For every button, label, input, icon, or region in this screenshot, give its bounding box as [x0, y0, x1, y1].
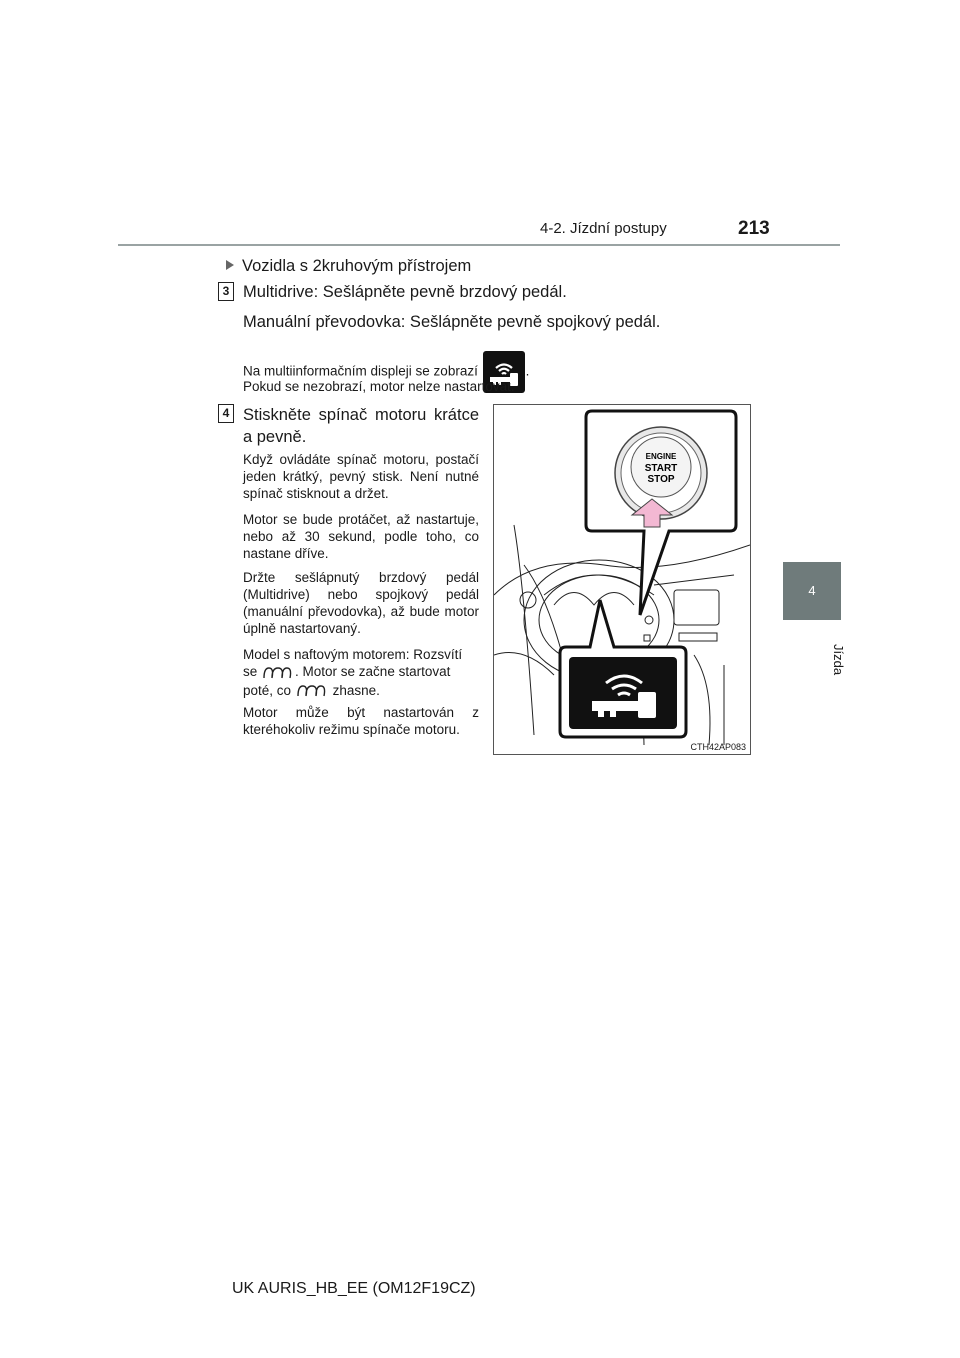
step-badge-4: 4 — [218, 404, 234, 423]
chapter-label: Jízda — [831, 644, 846, 676]
model-code: UK AURIS_HB_EE (OM12F19CZ) — [232, 1280, 476, 1297]
header-rule — [118, 244, 840, 246]
step3-note1-text: Na multiinformačním displeji se zobrazí — [243, 363, 478, 379]
chapter-tab — [783, 562, 841, 620]
arrow-right-icon — [226, 260, 234, 270]
page-number: 213 — [738, 218, 770, 239]
section-title: 4-2. Jízdní postupy — [540, 220, 667, 237]
button-label-start: START — [644, 463, 678, 474]
glow-plug-icon — [295, 682, 329, 700]
step4-heading: Stiskněte spínač motoru krátce a pevně. — [243, 406, 479, 446]
step4-para4-a: Model s naftovým motorem: Rozsvítí se — [243, 647, 463, 679]
step4-para1: Když ovládáte spínač motoru, postačí jeden krátký, pevný stisk. Není nutné spínač stisknout a držet. — [243, 452, 479, 501]
step3-line2: Manuální převodovka: Sešlápněte pevně spojkový pedál. — [243, 313, 661, 331]
step4-para2: Motor se bude protáčet, až nastartuje, nebo až 30 sekund, podle toho, co nastane dříve. — [243, 512, 479, 561]
step4-para4-b: . Motor se začne startovat poté, co — [243, 664, 451, 698]
step3-note2: Pokud se nezobrazí, motor nelze nastartovat. — [243, 379, 515, 394]
glow-plug-icon — [261, 663, 295, 681]
button-label-engine: ENGINE — [645, 452, 677, 461]
step3-note1-end: . — [525, 363, 530, 379]
step4-para3: Držte sešlápnutý brzdový pedál (Multidrive) nebo spojkový pedál (manuální převodovka), až bude motor úplně nastartovaný. — [243, 570, 479, 636]
step4-para4-c: zhasne. — [332, 682, 380, 698]
button-label-stop: STOP — [647, 474, 675, 485]
chapter-number: 4 — [808, 583, 816, 598]
step-badge-3: 3 — [218, 282, 234, 301]
subheading-text: Vozidla s 2kruhovým přístrojem — [242, 257, 472, 275]
subheading — [226, 256, 471, 276]
image-code: CTH42AP083 — [690, 742, 746, 752]
step4-para4 — [243, 646, 479, 700]
step4-para5: Motor může být nastartován z kteréhokoliv režimu spínače motoru. — [243, 705, 479, 737]
step3-line1: Multidrive: Sešlápněte pevně brzdový pedál. — [243, 283, 567, 301]
engine-switch-illustration — [493, 404, 751, 755]
dashboard-drawing — [494, 405, 750, 754]
